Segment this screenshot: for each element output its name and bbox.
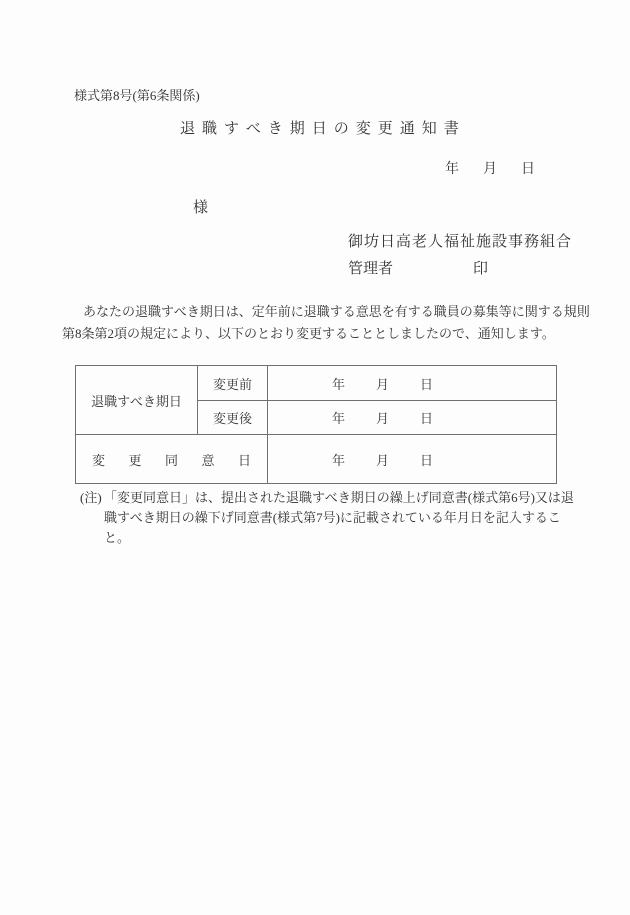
table-cell-before-date	[268, 366, 557, 401]
issuer-block	[348, 230, 572, 278]
table-cell-before-label: 変更前	[198, 366, 268, 401]
month-label: 月	[376, 452, 390, 468]
body-line: 第8条第2項の規定により、以下のとおり変更することとしましたので、通知します。	[62, 326, 555, 341]
recipient-honorific: 様	[193, 200, 209, 216]
footnote-lines	[104, 488, 574, 548]
table-cell-consent-label: 変更同意日	[76, 435, 268, 484]
issuer-seal-mark: 印	[472, 261, 488, 277]
notification-body	[62, 301, 590, 345]
day-label: 日	[521, 162, 535, 177]
form-number: 様式第8号(第6条関係)	[74, 88, 200, 103]
issue-date-line	[445, 158, 535, 178]
year-label: 年	[332, 411, 346, 426]
issuer-organization: 御坊日高老人福祉施設事務組合	[348, 234, 573, 250]
footnote-line: 職すべき期日の繰下げ同意書(様式第7号)に記載されている年月日を記入するこ	[104, 510, 561, 525]
month-label: 月	[483, 162, 497, 177]
footnote-line: 「変更同意日」は、提出された退職すべき期日の繰上げ同意書(様式第6号)又は退	[104, 490, 574, 505]
year-label: 年	[332, 376, 346, 392]
day-label: 日	[420, 452, 434, 468]
month-label: 月	[376, 376, 390, 392]
body-line: あなたの退職すべき期日は、定年前に退職する意思を有する職員の募集等に関する規則	[83, 304, 590, 319]
consent-date-fill	[268, 450, 556, 469]
before-date-fill	[268, 374, 556, 393]
year-label: 年	[445, 162, 459, 177]
day-label: 日	[420, 411, 434, 426]
issuer-role: 管理者	[348, 261, 394, 277]
document-title: 退職すべき期日の変更通知書	[180, 121, 466, 137]
retirement-date-table	[75, 365, 557, 484]
table-cell-after-date	[268, 401, 557, 435]
table-cell-group-label: 退職すべき期日	[76, 366, 198, 435]
day-label: 日	[420, 376, 434, 392]
table-cell-after-label: 変更後	[198, 401, 268, 435]
footnote-label: (注)	[80, 490, 102, 505]
footnote	[80, 488, 574, 548]
month-label: 月	[376, 411, 390, 426]
after-date-fill	[268, 408, 556, 427]
issuer-seal-line	[348, 257, 488, 278]
table-cell-consent-date	[268, 435, 557, 484]
year-label: 年	[332, 452, 346, 468]
footnote-line: と。	[104, 530, 131, 545]
